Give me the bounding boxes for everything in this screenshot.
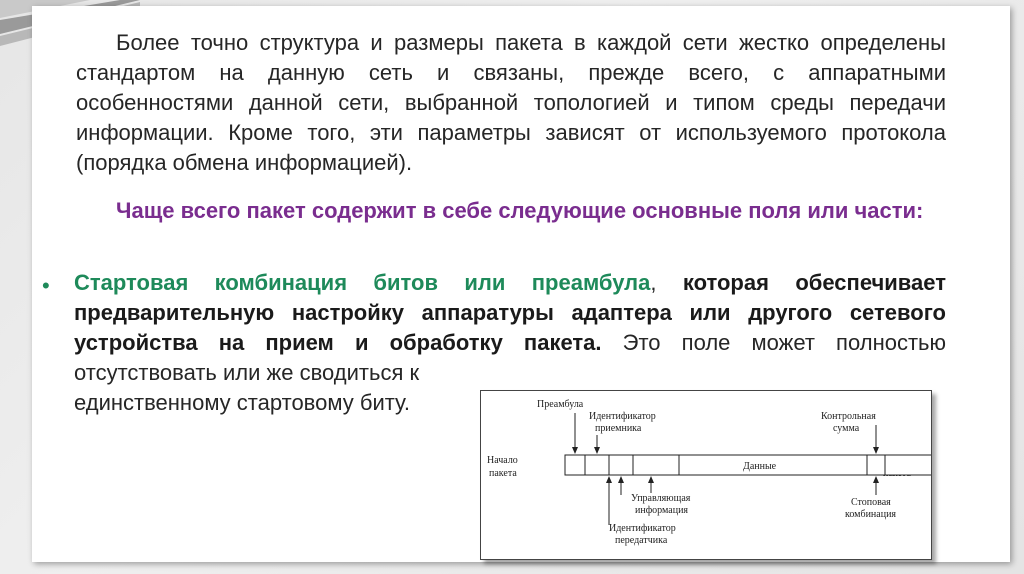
label-control-1: Управляющая <box>631 493 691 504</box>
paragraph-fields-intro: Чаще всего пакет содержит в себе следующие основные поля или части: <box>116 198 924 223</box>
preamble-term: Стартовая комбинация битов или преамбула <box>74 270 651 295</box>
label-receiver-id-1: Идентификатор <box>589 411 656 422</box>
bullet-marker: • <box>42 273 50 298</box>
packet-structure-diagram <box>480 390 932 560</box>
preamble-description: которая обеспечивает предварительную настройку аппаратуры адаптера или другого сетевого устройства на прием и обработку пакета. <box>74 270 946 355</box>
label-preamble: Преамбула <box>537 399 584 410</box>
label-sender-id-2: передатчика <box>615 535 668 546</box>
label-stop-2: комбинация <box>845 509 897 520</box>
bullet-preamble: Стартовая комбинация битов или преамбула, которая обеспечивает предварительную настройку аппаратуры адаптера или другого сетевого устройства на прием и обработку пакета. Это поле может полностью отсутствовать или же сводиться к единственному стартовому биту. <box>74 268 946 418</box>
preamble-note-end: единственному стартовому биту. <box>74 390 410 415</box>
paragraph-structure: Более точно структура и размеры пакета в каждой сети жестко определены стандартом на данную сеть и связаны, прежде всего, с аппаратными особенностями данной сети, выбранной топологией и типом среды передачи информации. Кроме того, эти параметры зависят от используемого протокола (порядка обмена информацией). <box>76 30 946 175</box>
label-packet-start-2: пакета <box>489 468 517 479</box>
preamble-note: Это поле может полностью отсутствовать или же сводиться к <box>74 330 946 385</box>
label-sender-id-1: Идентификатор <box>609 523 676 534</box>
label-control-2: информация <box>635 505 689 516</box>
label-packet-start-1: Начало <box>487 455 518 466</box>
label-checksum-2: сумма <box>833 423 860 434</box>
label-data: Данные <box>743 461 777 472</box>
label-checksum-1: Контрольная <box>821 411 876 422</box>
label-receiver-id-2: приемника <box>595 423 642 434</box>
label-stop-1: Стоповая <box>851 497 891 508</box>
